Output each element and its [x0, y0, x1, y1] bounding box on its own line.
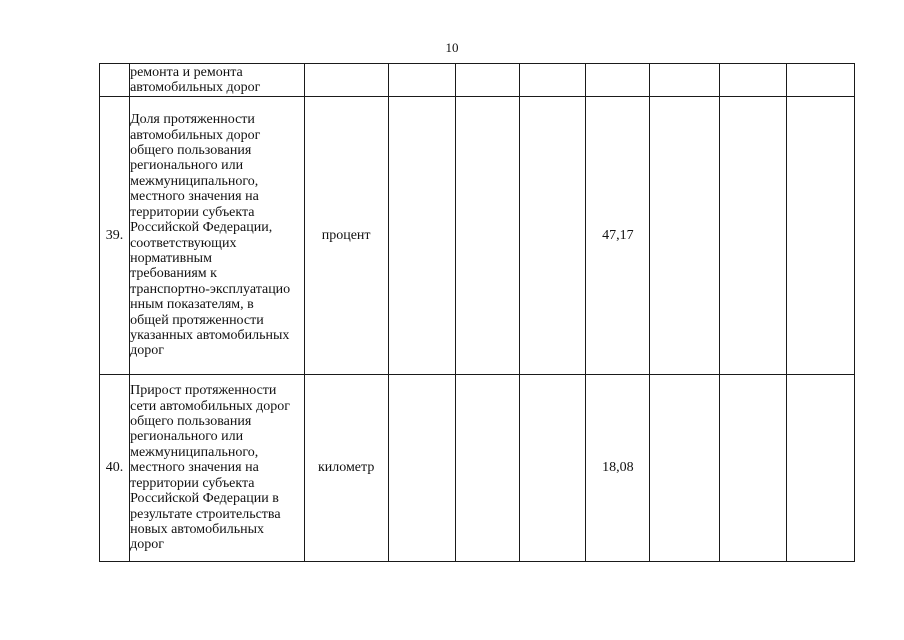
empty-cell — [650, 375, 719, 562]
value-cell: 18,08 — [586, 375, 650, 562]
indicators-table — [99, 63, 855, 562]
unit-cell: процент — [304, 97, 388, 375]
empty-cell — [786, 97, 854, 375]
page-number: 10 — [445, 40, 459, 55]
empty-cell — [388, 97, 455, 375]
unit-cell — [304, 64, 388, 97]
empty-cell — [786, 64, 854, 97]
value-cell — [586, 64, 650, 97]
empty-cell — [520, 64, 586, 97]
empty-cell — [719, 375, 786, 562]
empty-cell — [388, 64, 455, 97]
empty-cell — [520, 375, 586, 562]
table-row-continued — [100, 64, 855, 97]
row-number — [100, 64, 130, 97]
empty-cell — [719, 97, 786, 375]
indicator-name: Доля протяженности автомобильных дорог общего пользования регионального или межмуниципального, местного значения на территории субъекта Российской Федерации, соответствующих нормативным требованиям к транспортно-эксплуатацио нным показателям, в общей протяженности указанных автомобильных дорог — [130, 97, 304, 375]
empty-cell — [650, 97, 719, 375]
empty-cell — [455, 97, 519, 375]
empty-cell — [786, 375, 854, 562]
empty-cell — [388, 375, 455, 562]
row-number: 40. — [100, 375, 130, 562]
value-cell: 47,17 — [586, 97, 650, 375]
empty-cell — [455, 375, 519, 562]
unit-cell: километр — [304, 375, 388, 562]
row-number: 39. — [100, 97, 130, 375]
indicator-name: Прирост протяженности сети автомобильных дорог общего пользования регионального или межмуниципального, местного значения на территории субъекта Российской Федерации в результате строительства новых автомобильных дорог — [130, 375, 304, 562]
table-row-40 — [100, 375, 855, 562]
empty-cell — [719, 64, 786, 97]
empty-cell — [520, 97, 586, 375]
empty-cell — [650, 64, 719, 97]
indicator-name: ремонта и ремонта автомобильных дорог — [130, 64, 304, 97]
table-row-39 — [100, 97, 855, 375]
empty-cell — [455, 64, 519, 97]
